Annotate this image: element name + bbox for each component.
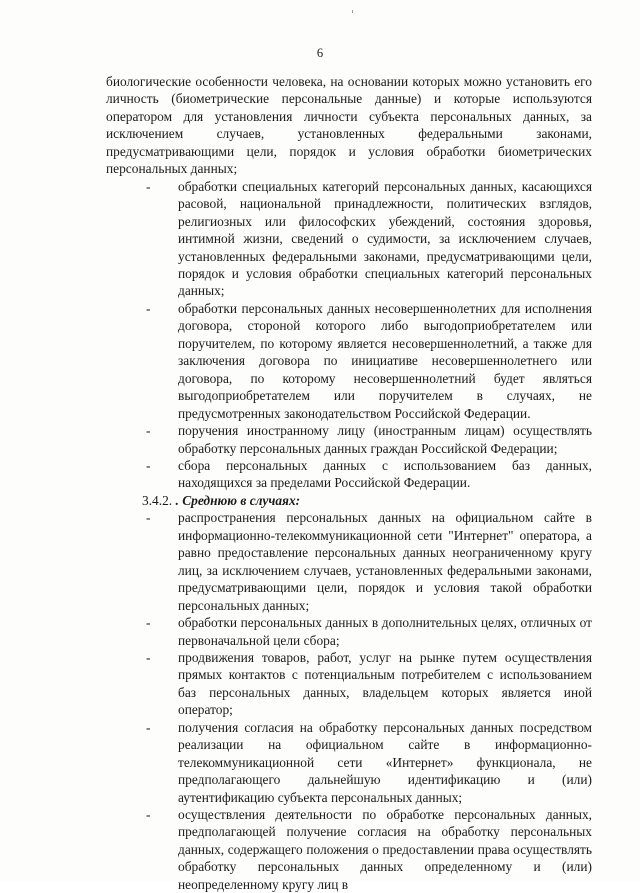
scan-mark: [352, 10, 353, 13]
list-dash: -: [146, 719, 151, 735]
list-item-text: обработки специальных категорий персональных данных, касающихся расовой, национальной принадлежности, политических взглядов, религиозных или философских убеждений, состояния здоровья, интимной жизни, сведений о судимости, за исключением случаев, установленных федеральными законами, предусматривающими цели, порядок и условия обработки специальных категорий персональных данных;: [178, 178, 592, 299]
list-item-text: осуществления деятельности по обработке персональных данных, предполагающей получение согласия на обработку персональных данных, содержащего положения о предоставлении права осуществлять обработку персональных данных определенному и (или) неопределенному кругу лиц в: [178, 807, 592, 892]
section-number: 3.4.2.: [142, 492, 173, 508]
list-dash: -: [146, 178, 151, 194]
section-title: . Среднюю в случаях:: [175, 492, 301, 508]
list-item-text: сбора персональных данных с использованием баз данных, находящихся за пределами Российской Федерации.: [178, 457, 592, 491]
list-item-text: распространения персональных данных на официальном сайте в информационно-телекоммуникационной сети "Интернет" оператора, а равно предоставление персональных данных неограниченному кругу лиц, за исключением случаев, установленных федеральными законами, предусматривающими цели, порядок и условия такой обработки персональных данных;: [178, 510, 592, 613]
document-body: [106, 73, 592, 893]
list-item: [106, 457, 592, 492]
list-item: [106, 719, 592, 806]
page-number: 6: [316, 46, 324, 60]
list-item: [106, 614, 592, 649]
list-dash: -: [146, 300, 151, 316]
list-b: [106, 509, 592, 893]
list-dash: -: [146, 807, 151, 823]
list-item: [106, 422, 592, 457]
list-item: [106, 806, 592, 893]
list-a: [106, 178, 592, 492]
intro-paragraph: биологические особенности человека, на основании которых можно установить его личность (биометрические персональные данные) и которые используются оператором для установления личности субъекта персональных данных, за исключением случаев, установленных федеральными законами, предусматривающими цели, порядок и условия обработки биометрических персональных данных;: [106, 74, 592, 177]
list-dash: -: [146, 649, 151, 665]
list-item-text: продвижения товаров, работ, услуг на рынке путем осуществления прямых контактов с потенциальным потребителем с использованием баз персональных данных, владельцем которых является иной оператор;: [178, 649, 592, 718]
list-item-text: поручения иностранному лицу (иностранным лицам) осуществлять обработку персональных данных граждан Российской Федерации;: [178, 423, 592, 456]
list-item: [106, 178, 592, 300]
list-dash: -: [146, 457, 151, 473]
list-dash: -: [146, 510, 151, 526]
list-item-text: обработки персональных данных несовершеннолетних для исполнения договора, стороной которого либо выгодоприобретателем или поручителем, по которому является несовершеннолетний, а также для заключения договора по инициативе несовершеннолетнего или договора, по которому несовершеннолетний будет являться выгодоприобретателем или поручителем в случаях, не предусмотренных законодательством Российской Федерации.: [178, 300, 592, 421]
list-item-text: получения согласия на обработку персональных данных посредством реализации на официальном сайте в информационно-телекоммуникационной сети «Интернет» функционала, не предполагающего дальнейшую идентификацию и (или) аутентификацию субъекта персональных данных;: [178, 719, 592, 805]
list-item: [106, 300, 592, 422]
list-dash: -: [146, 615, 151, 631]
list-dash: -: [146, 423, 151, 439]
list-item: [106, 509, 592, 614]
list-item: [106, 649, 592, 719]
list-item-text: обработки персональных данных в дополнительных целях, отличных от первоначальной цели сбора;: [178, 615, 592, 648]
section-heading: [106, 492, 592, 509]
